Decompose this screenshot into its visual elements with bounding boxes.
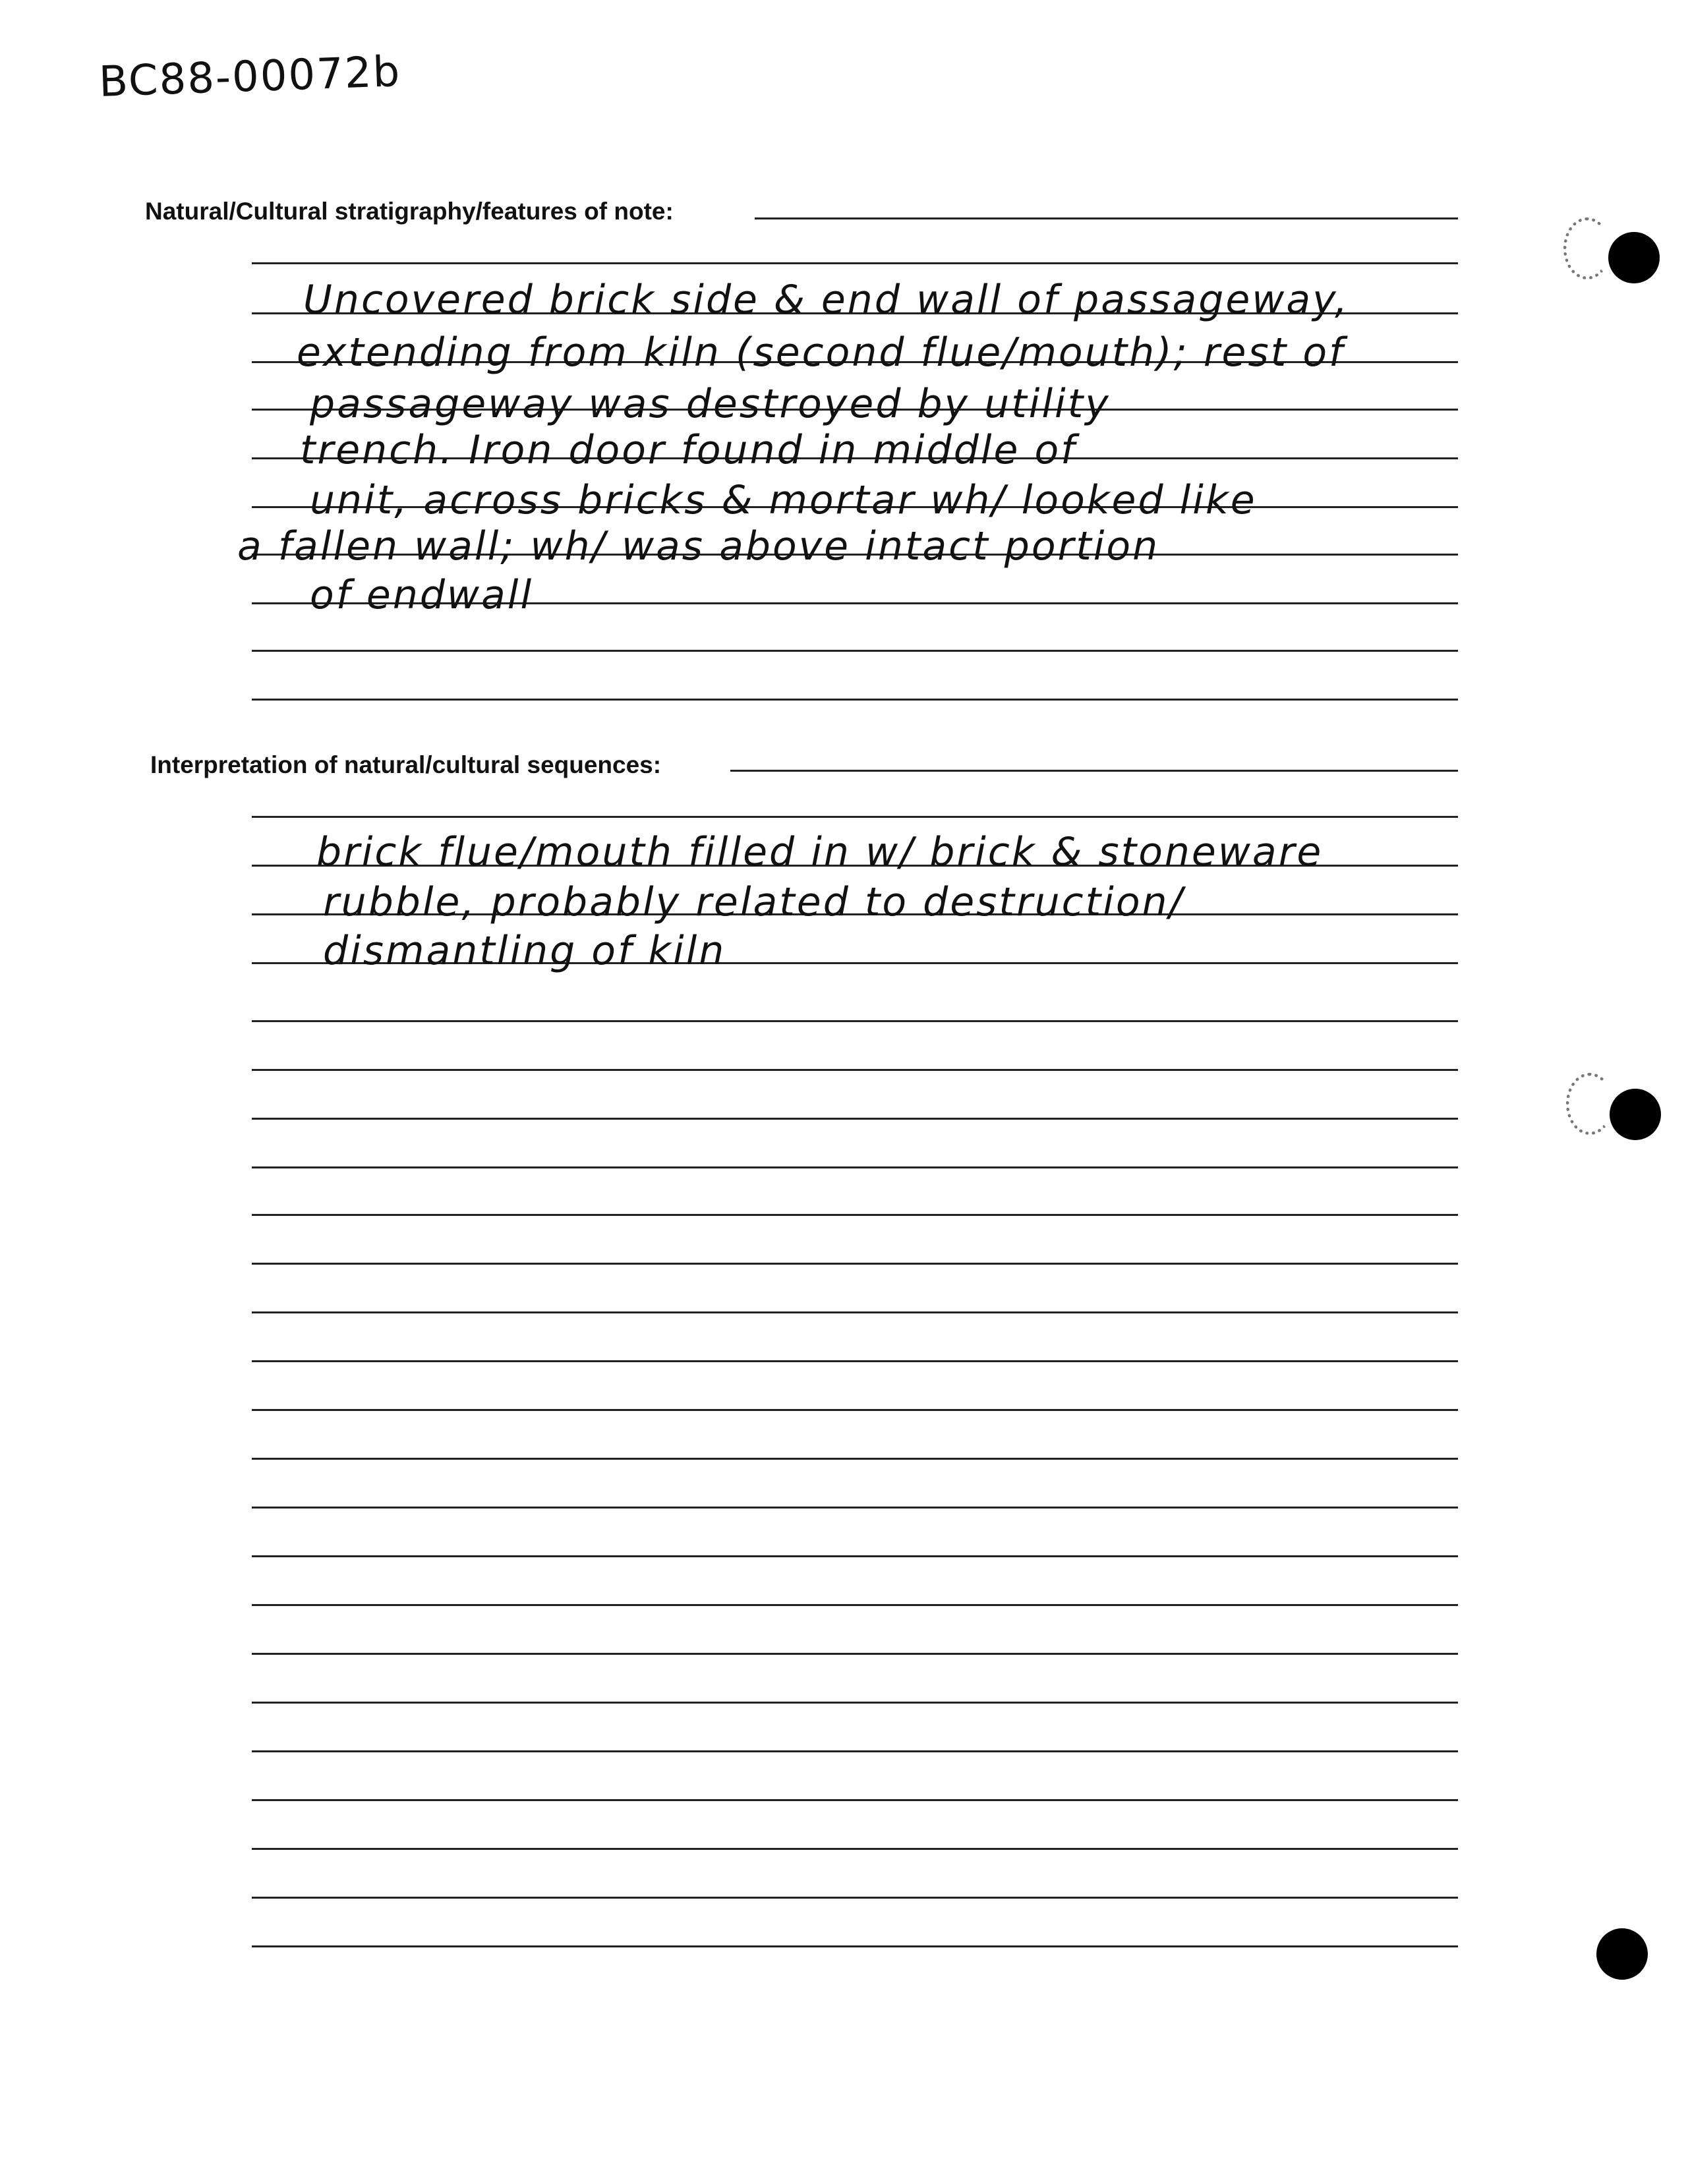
handwritten-line: extending from kiln (second flue/mouth); rest of [297,330,1345,376]
handwritten-line: brick flue/mouth filled in w/ brick & stoneware [316,829,1324,875]
punch-hole-shadow [1563,217,1611,279]
ruled-line [252,1507,1458,1509]
ruled-line [252,1555,1458,1557]
section-label-stratigraphy: Natural/Cultural stratigraphy/features of note: [145,198,674,225]
handwritten-line: unit, across bricks & mortar wh/ looked like [310,477,1257,523]
handwritten-line: a fallen wall; wh/ was above intact portion [237,523,1160,569]
label-underline [730,770,1458,772]
ruled-line [252,1118,1458,1120]
handwritten-line: of endwall [310,572,534,618]
ruled-line [252,1214,1458,1216]
ruled-line [252,1020,1458,1022]
ruled-line [252,1897,1458,1899]
punch-hole [1596,1928,1648,1980]
ruled-line [252,1069,1458,1071]
ruled-line [252,650,1458,652]
handwritten-line: Uncovered brick side & end wall of passageway, [303,277,1350,323]
document-id: BC88-00072b [98,47,402,107]
ruled-line [252,816,1458,818]
ruled-line [252,1311,1458,1313]
handwritten-line: trench. Iron door found in middle of [300,427,1077,473]
ruled-line [252,1848,1458,1850]
punch-hole [1608,232,1660,283]
punch-hole [1610,1089,1661,1140]
label-underline [755,217,1458,219]
ruled-line [252,1409,1458,1411]
ruled-line [252,1166,1458,1168]
punch-hole-shadow [1566,1073,1614,1135]
ruled-line [252,699,1458,701]
ruled-line [252,1653,1458,1655]
ruled-line [252,262,1458,264]
ruled-line [252,1702,1458,1704]
handwritten-line: dismantling of kiln [323,928,726,974]
handwritten-line: rubble, probably related to destruction/ [323,879,1184,925]
handwritten-line: passageway was destroyed by utility [310,381,1111,427]
ruled-line [252,1360,1458,1362]
ruled-line [252,1750,1458,1752]
ruled-line [252,1604,1458,1606]
section-label-interpretation: Interpretation of natural/cultural sequences: [150,751,662,778]
ruled-line [252,1945,1458,1947]
ruled-line [252,1799,1458,1801]
ruled-line [252,1458,1458,1460]
ruled-line [252,1263,1458,1265]
